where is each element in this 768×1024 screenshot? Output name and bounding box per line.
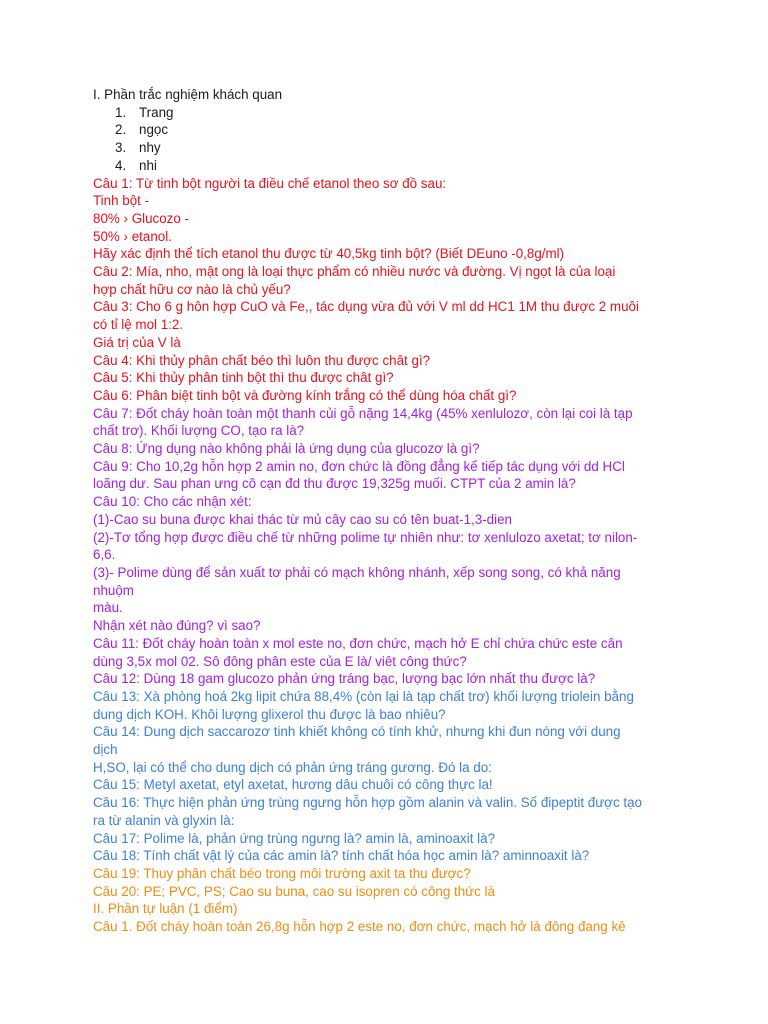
question-1-scheme: 80% › Glucozo -: [93, 210, 190, 226]
question-1-scheme: Tinh bột -: [93, 193, 150, 209]
question-10-statement-3-cont: màu.: [93, 600, 123, 616]
question-13: Câu 13: Xà phòng hoá 2kg lipit chứa 88,4% (còn lại là tạp chất trơ) khối lượng triolein bằng: [93, 688, 634, 704]
question-4: Câu 4: Khi thủy phân chất béo thì luôn thu được chât gì?: [93, 352, 431, 368]
list-number: 3.: [115, 140, 127, 156]
question-13-cont: dung dịch KOH. Khôi lượng glixerol thu được là bao nhiêu?: [93, 706, 446, 722]
question-16-cont: ra từ alanin và glyxin là:: [93, 812, 235, 828]
question-3-prompt: Giá trị của V là: [93, 334, 181, 350]
question-10: Câu 10: Cho các nhận xét:: [93, 494, 252, 510]
section-1-heading: I. Phần trắc nghiệm khách quan: [93, 87, 283, 102]
member-name: ngọc: [139, 122, 169, 138]
question-1: Câu 1: Từ tinh bột người ta điều chế etanol theo sơ đồ sau:: [93, 175, 447, 191]
question-15: Câu 15: Metyl axetat, etyl axetat, hương dâu chuôi có công thực la!: [93, 777, 493, 793]
member-list-item: [93, 121, 693, 139]
member-name: nhy: [139, 140, 161, 156]
question-5: Câu 5: Khi thủy phân tinh bột thì thu được chât gì?: [93, 370, 394, 386]
question-3-cont: có tỉ lệ mol 1:2.: [93, 317, 184, 333]
question-10-statement-2-cont: 6,6.: [93, 547, 116, 563]
question-10-statement-2: (2)-Tơ tổng hợp được điều chế từ những polime tự nhiên như: tơ xenlulozo axetat; tơ nilon-: [93, 529, 638, 545]
question-11: Câu 11: Đốt cháy hoàn toàn x mol este no, đơn chức, mạch hở E chỉ chứa chức este cân: [93, 635, 623, 651]
question-6: Câu 6: Phân biệt tinh bột và đường kính trắng có thể dùng hóa chất gì?: [93, 387, 517, 403]
question-18: Câu 18: Tính chất vật lý của các amin là? tính chất hóa học amin là? aminnoaxit là?: [93, 848, 590, 864]
question-12: Câu 12: Dùng 18 gam glucozo phản ứng tráng bạc, lượng bạc lớn nhất thu được là?: [93, 671, 596, 687]
list-number: 2.: [115, 122, 127, 138]
document-body: [93, 86, 693, 936]
question-11-cont: dùng 3,5x mol 02. Sô đông phân este của E là/ viêt công thức?: [93, 653, 467, 669]
question-7: Câu 7: Đốt cháy hoàn toàn một thanh củi gỗ nặng 14,4kg (45% xenlulozơ, còn lại coi là tạp: [93, 405, 633, 421]
question-7-cont: chất trơ). Khối lượng CO, tạo ra là?: [93, 423, 305, 439]
member-name: Trang: [139, 104, 174, 120]
question-19: Câu 19: Thuy phân chất béo trong môi trường axit ta thu được?: [93, 865, 471, 881]
member-name: nhi: [139, 157, 157, 173]
question-2: Câu 2: Mía, nho, mật ong là loại thực phẩm có nhiều nước và đường. Vị ngọt là của loại: [93, 264, 616, 280]
question-14-cont: dịch: [93, 742, 118, 758]
question-9-cont: loãng dư. Sau phan ưng cô cạn đd thu được 19,325g muối. CTPT của 2 amin là?: [93, 476, 576, 492]
question-10-prompt: Nhận xét nào đúng? vì sao?: [93, 618, 261, 634]
question-1-scheme: 50% › etanol.: [93, 228, 172, 244]
question-8: Câu 8: Ứng dụng nào không phải là ứng dụng của glucozơ là gì?: [93, 441, 480, 457]
essay-question-1: Câu 1. Đốt cháy hoàn toàn 26,8g hỗn hợp 2 este no, đơn chức, mạch hở là đông đang kê: [93, 919, 626, 935]
question-2-cont: hợp chất hữu cơ nào là chủ yếu?: [93, 281, 291, 297]
member-list-item: [93, 157, 693, 175]
question-14-cont: H,SO, lại có thể cho dung dịch có phản ứng tráng gương. Đó la do:: [93, 759, 492, 775]
question-1-prompt: Hãy xác định thể tích etanol thu được từ 40,5kg tinh bột? (Biết DEuno -0,8g/ml): [93, 246, 565, 262]
list-number: 1.: [115, 104, 127, 120]
question-9: Câu 9: Cho 10,2g hỗn hợp 2 amin no, đơn chức là đồng đẳng kế tiếp tác dụng với dd HCl: [93, 458, 625, 474]
question-20: Câu 20: PE; PVC, PS; Cao su buna, cao su isopren có công thức là: [93, 883, 495, 899]
question-10-statement-1: (1)-Cao su buna được khai thác từ mủ cây cao su có tên buat-1,3-dien: [93, 511, 512, 527]
member-list-item: [93, 139, 693, 157]
member-list-item: [93, 104, 693, 122]
list-number: 4.: [115, 157, 127, 173]
question-16: Câu 16: Thực hiện phản ứng trùng ngưng hỗn hợp gồm alanin và valin. Số đipeptit được tạo: [93, 795, 642, 811]
question-10-statement-3-cont: nhuộm: [93, 582, 134, 598]
question-14: Câu 14: Dung dịch saccarozơ tinh khiết không có tính khử, nhưng khi đun nóng với dung: [93, 724, 621, 740]
question-17: Câu 17: Polime là, phản ứng trùng ngưng là? amin là, aminoaxit là?: [93, 830, 496, 846]
question-3: Câu 3: Cho 6 g hôn hợp CuO và Fe,, tác dụng vừa đủ với V ml dd HC1 1M thu được 2 muôi: [93, 299, 639, 315]
question-10-statement-3: (3)- Polime dùng để sản xuất tơ phải có mạch không nhánh, xếp song song, có khả năng: [93, 564, 621, 580]
section-2-heading: II. Phần tự luận (1 điểm): [93, 901, 238, 917]
